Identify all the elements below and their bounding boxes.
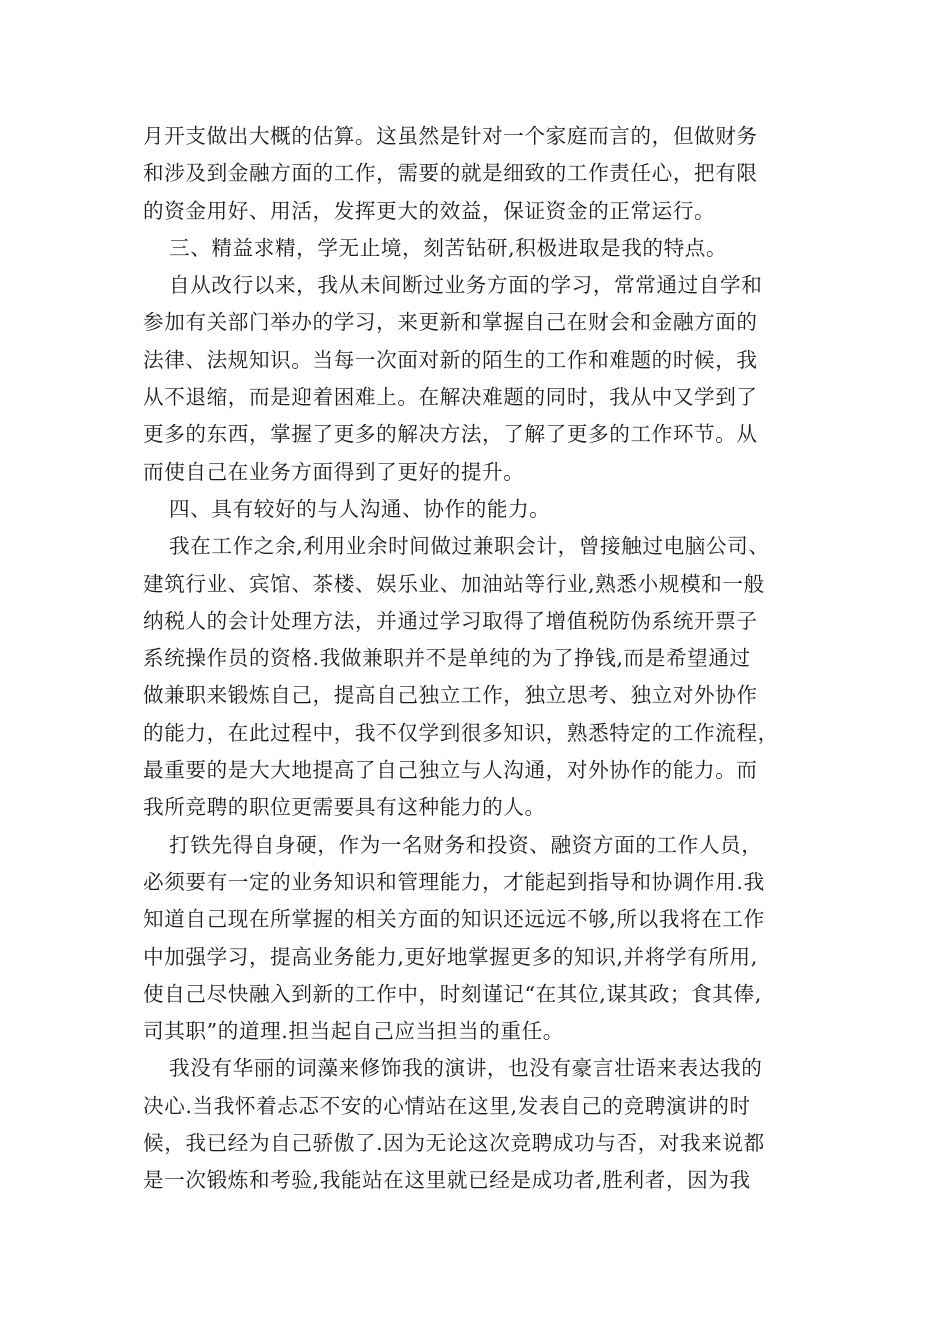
text-line: 的能力，在此过程中，我不仅学到很多知识，熟悉特定的工作流程， [143, 720, 779, 745]
text-line: 必须要有一定的业务知识和管理能力，才能起到指导和协调作用.我 [143, 869, 765, 894]
text-line: 打铁先得自身硬，作为一名财务和投资、融资方面的工作人员， [169, 832, 763, 857]
text-line: 是一次锻炼和考验,我能站在这里就已经是成功者,胜利者，因为我 [143, 1168, 751, 1193]
text-line: 我所竞聘的职位更需要具有这种能力的人。 [143, 795, 546, 820]
text-line: 的资金用好、用活，发挥更大的效益，保证资金的正常运行。 [143, 198, 716, 223]
text-line: 司其职”的道理.担当起自己应当担当的重任。 [143, 1019, 564, 1044]
text-line: 自从改行以来，我从未间断过业务方面的学习，常常通过自学和 [169, 273, 763, 298]
text-line: 更多的东西，掌握了更多的解决方法，了解了更多的工作环节。从 [143, 422, 758, 447]
text-line: 候，我已经为自己骄傲了.因为无论这次竞聘成功与否，对我来说都 [143, 1131, 765, 1156]
text-line: 决心.当我怀着忐忑不安的心情站在这里,发表自己的竞聘演讲的时 [143, 1093, 751, 1118]
text-line: 做兼职来锻炼自己，提高自己独立工作，独立思考、独立对外协作 [143, 683, 758, 708]
text-line: 月开支做出大概的估算。这虽然是针对一个家庭而言的，但做财务 [143, 124, 758, 148]
text-line: 建筑行业、宾馆、茶楼、娱乐业、加油站等行业,熟悉小规模和一般 [143, 571, 765, 596]
body-text [143, 118, 809, 1200]
text-line: 从不退缩，而是迎着困难上。在解决难题的同时，我从中又学到了 [143, 385, 758, 410]
text-line: 参加有关部门举办的学习，来更新和掌握自己在财会和金融方面的 [143, 310, 758, 335]
text-line: 系统操作员的资格.我做兼职并不是单纯的为了挣钱,而是希望通过 [143, 646, 751, 671]
text-line: 中加强学习，提高业务能力,更好地掌握更多的知识,并将学有所用, [143, 944, 758, 969]
text-line: 三、精益求精，学无止境，刻苦钻研,积极进取是我的特点。 [169, 235, 728, 260]
text-line: 知道自己现在所掌握的相关方面的知识还远远不够,所以我将在工作 [143, 907, 765, 932]
text-line: 和涉及到金融方面的工作，需要的就是细致的工作责任心，把有限 [143, 161, 758, 186]
text-line: 使自己尽快融入到新的工作中，时刻谨记“在其位,谋其政；食其俸, [143, 981, 762, 1006]
text-line: 我没有华丽的词藻来修饰我的演讲，也没有豪言壮语来表达我的 [169, 1056, 763, 1081]
text-line: 最重要的是大大地提高了自己独立与人沟通，对外协作的能力。而 [143, 758, 758, 783]
text-line: 我在工作之余,利用业余时间做过兼职会计，曾接触过电脑公司、 [169, 534, 770, 559]
text-line: 而使自己在业务方面得到了更好的提升。 [143, 459, 525, 484]
text-line: 法律、法规知识。当每一次面对新的陌生的工作和难题的时候，我 [143, 347, 758, 372]
text-line: 纳税人的会计处理方法，并通过学习取得了增值税防伪系统开票子 [143, 608, 758, 633]
text-line: 四、具有较好的与人沟通、协作的能力。 [169, 496, 551, 521]
